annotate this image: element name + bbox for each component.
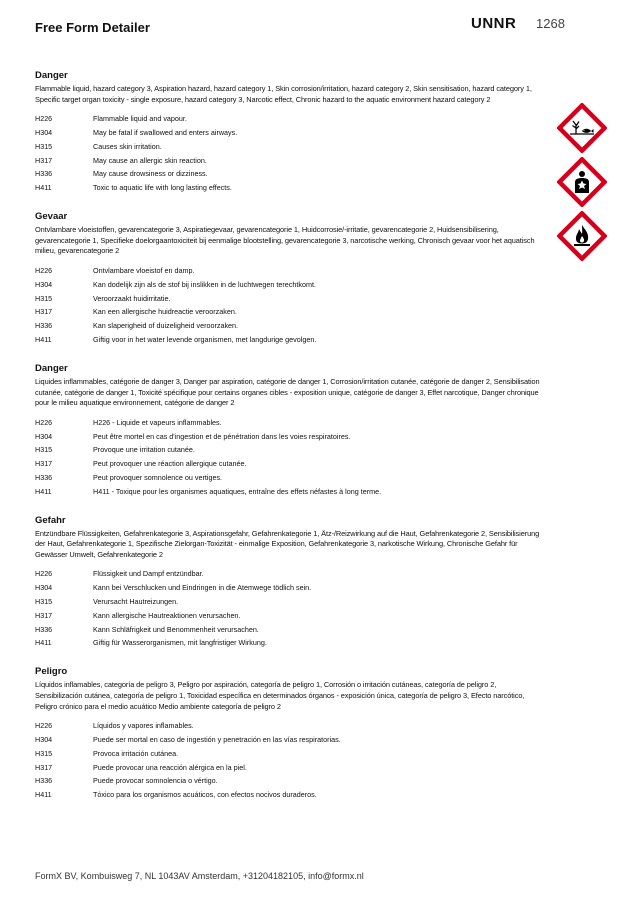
hazard-statement-text: Kan dodelijk zijn als de stof bij inslikken in de luchtwegen terechtkomt. <box>93 279 316 289</box>
hazard-statement-text: Flammable liquid and vapour. <box>93 114 187 124</box>
hazard-section <box>35 363 540 497</box>
signal-word-heading: Danger <box>35 70 68 81</box>
hazard-statement-text: Flüssigkeit und Dampf entzündbar. <box>93 569 204 579</box>
hazard-statement-row <box>35 625 540 635</box>
hazard-statement-text: Puede ser mortal en caso de ingestión y penetración en las vías respiratorias. <box>93 735 341 745</box>
hazard-statement-row <box>35 597 540 607</box>
hazard-statement-text: H226 - Liquide et vapeurs inflammables. <box>93 417 222 427</box>
hazard-classification-text: Líquidos inflamables, categoría de peligro 3, Peligro por aspiración, categoría de peligro 1, Corrosión o irritación cutáneas, categoría de peligro 2, Sensibilización cutánea, categoría de peligro 1, Toxicidad específica en determinados órganos - exposición única, categoría de peligro 3, Efecto narcótico, Peligro crónico para el medio acuático Medio ambiente categoría de peligro 2 <box>35 680 525 711</box>
hazard-code: H226 <box>35 417 53 427</box>
hazard-code: H317 <box>35 610 53 620</box>
hazard-code: H315 <box>35 141 53 151</box>
hazard-statement-text: May be fatal if swallowed and enters airways. <box>93 127 238 137</box>
hazard-statement-row <box>35 611 540 621</box>
hazard-statement-row <box>35 169 540 179</box>
hazard-statement-row <box>35 294 540 304</box>
hazard-code: H336 <box>35 776 53 786</box>
hazard-statement-row <box>35 749 540 759</box>
hazard-statement-row <box>35 763 540 773</box>
hazard-statement-text: Kann allergische Hautreaktionen verursachen. <box>93 610 241 620</box>
hazard-statement-text: Ontvlambare vloeistof en damp. <box>93 265 195 275</box>
hazard-code: H411 <box>35 334 52 344</box>
hazard-statement-text: Veroorzaakt huidirritatie. <box>93 293 171 303</box>
hazard-code: H315 <box>35 597 53 607</box>
hazard-code: H336 <box>35 624 53 634</box>
hazard-code: H336 <box>35 472 53 482</box>
hazard-statement-row <box>35 142 540 152</box>
hazard-classification-text: Ontvlambare vloeistoffen, gevarencategorie 3, Aspiratiegevaar, gevarencategorie 1, Huidcorrosie/-irritatie, gevarencategorie 2, Huidsensibilisering, gevarencategorie 1, Specifieke doelorgaantoxiciteit bij eenmalige blootstelling, gevarencategorie 3, narcotische werking, Chronisch gevaar voor het aquatisch milieu, gevarencategorie 2 <box>35 225 535 256</box>
hazard-code: H226 <box>35 569 53 579</box>
hazard-statement-row <box>35 335 540 345</box>
hazard-section <box>35 515 540 649</box>
hazard-statement-text: Toxic to aquatic life with long lasting effects. <box>93 183 232 193</box>
hazard-statement-text: H411 - Toxique pour les organismes aquatiques, entraîne des effets néfastes à long terme. <box>93 486 382 496</box>
ghs-pictograms <box>557 103 607 265</box>
hazard-statement-text: Provoca irritación cutánea. <box>93 748 179 758</box>
hazard-statement-row <box>35 473 540 483</box>
hazard-statement-row <box>35 183 540 193</box>
hazard-statement-row <box>35 432 540 442</box>
hazard-statement-row <box>35 418 540 428</box>
hazard-section <box>35 211 540 345</box>
page-header <box>0 0 640 50</box>
hazard-code: H315 <box>35 445 53 455</box>
hazard-statement-text: Peut provoquer une réaction allergique cutanée. <box>93 459 247 469</box>
hazard-code: H336 <box>35 321 53 331</box>
hazard-statement-text: Puede provocar una reacción alérgica en la piel. <box>93 762 247 772</box>
ghs02-flame-icon <box>557 211 607 261</box>
hazard-statement-row <box>35 307 540 317</box>
hazard-statement-row <box>35 487 540 497</box>
hazard-statement-text: Puede provocar somnolencia o vértigo. <box>93 776 218 786</box>
hazard-code: H304 <box>35 583 53 593</box>
hazard-statement-text: Kan slaperigheid of duizeligheid veroorzaken. <box>93 321 239 331</box>
hazard-code: H411 <box>35 183 52 193</box>
hazard-code: H315 <box>35 748 53 758</box>
hazard-code: H304 <box>35 735 53 745</box>
hazard-statement-row <box>35 156 540 166</box>
hazard-statement-row <box>35 280 540 290</box>
ghs08-health-hazard-icon <box>557 157 607 207</box>
hazard-code: H317 <box>35 155 53 165</box>
document-title: Free Form Detailer <box>35 20 150 35</box>
hazard-statement-row <box>35 128 540 138</box>
hazard-classification-text: Flammable liquid, hazard category 3, Aspiration hazard, hazard category 1, Skin corrosion/irritation, hazard category 2, Skin sensitisation, hazard category 1, Specific target organ toxicity - single exposure, hazard category 3, Narcotic effect, Chronic hazard to the aquatic environment hazard category 2 <box>35 84 532 104</box>
hazard-code: H226 <box>35 721 53 731</box>
hazard-code: H304 <box>35 279 53 289</box>
hazard-statement-text: May cause drowsiness or dizziness. <box>93 169 208 179</box>
hazard-code: H411 <box>35 486 52 496</box>
hazard-section <box>35 70 540 193</box>
hazard-statement-text: Tóxico para los organismos acuáticos, con efectos nocivos duraderos. <box>93 790 317 800</box>
hazard-statement-row <box>35 790 540 800</box>
hazard-statement-text: Giftig voor in het water levende organismen, met langdurige gevolgen. <box>93 334 317 344</box>
hazard-code: H226 <box>35 265 53 275</box>
hazard-statement-text: Giftig für Wasserorganismen, mit langfristiger Wirkung. <box>93 638 267 648</box>
hazard-statement-row <box>35 459 540 469</box>
hazard-code: H317 <box>35 459 53 469</box>
hazard-code: H304 <box>35 127 53 137</box>
hazard-code: H411 <box>35 790 52 800</box>
hazard-statement-text: May cause an allergic skin reaction. <box>93 155 207 165</box>
hazard-code: H411 <box>35 638 52 648</box>
hazard-statement-text: Kann Schläfrigkeit und Benommenheit verursachen. <box>93 624 259 634</box>
hazard-code: H226 <box>35 114 53 124</box>
hazard-statement-row <box>35 735 540 745</box>
un-number-value: 1268 <box>536 16 565 31</box>
hazard-statement-row <box>35 583 540 593</box>
hazard-statement-row <box>35 569 540 579</box>
hazard-classification-text: Liquides inflammables, catégorie de danger 3, Danger par aspiration, catégorie de danger 1, Corrosion/irritation cutanée, catégorie de danger 2, Sensibilisation cutanée, catégorie de danger 1, Toxicité spécifique pour certains organes cibles - exposition unique, catégorie de danger 3, Effet narcotique, Danger chronique pour le milieu aquatique environnement, catégorie de danger 2 <box>35 376 540 408</box>
hazard-code: H315 <box>35 293 53 303</box>
hazard-statement-text: Peut provoquer somnolence ou vertiges. <box>93 472 223 482</box>
hazard-statement-text: Peut être mortel en cas d'ingestion et de pénétration dans les voies respiratoires. <box>93 431 351 441</box>
hazard-statement-text: Líquidos y vapores inflamables. <box>93 721 194 731</box>
hazard-statement-text: Kan een allergische huidreactie veroorzaken. <box>93 307 237 317</box>
hazard-code: H304 <box>35 431 53 441</box>
hazard-content <box>35 70 540 818</box>
hazard-section <box>35 666 540 800</box>
hazard-code: H336 <box>35 169 53 179</box>
hazard-statement-text: Verursacht Hautreizungen. <box>93 597 179 607</box>
company-footer: FormX BV, Kombuisweg 7, NL 1043AV Amsterdam, +31204182105, info@formx.nl <box>35 871 364 881</box>
hazard-statement-row <box>35 721 540 731</box>
hazard-code: H317 <box>35 762 53 772</box>
hazard-classification-text: Entzündbare Flüssigkeiten, Gefahrenkategorie 3, Aspirationsgefahr, Gefahrenkategorie 1, Ätz-/Reizwirkung auf die Haut, Gefahrenkategorie 2, Sensibilisierung der Haut, Gefahrenkategorie 1, Spezifische Zielorgan-Toxizität - einmalige Exposition, Gefahrenkategorie 3, narkotische Wirkung, Chronische Gefahr für Gewässer Umwelt, Gefahrenkategorie 2 <box>35 528 540 559</box>
hazard-statement-text: Kann bei Verschlucken und Eindringen in die Atemwege tödlich sein. <box>93 583 312 593</box>
ghs09-environment-icon <box>557 103 607 153</box>
signal-word-heading: Gevaar <box>35 211 68 223</box>
hazard-statement-row <box>35 266 540 276</box>
hazard-statement-text: Provoque une irritation cutanée. <box>93 445 195 455</box>
hazard-statement-row <box>35 638 540 648</box>
signal-word-heading: Danger <box>35 362 68 374</box>
hazard-statement-row <box>35 321 540 331</box>
signal-word-heading: Peligro <box>35 666 68 678</box>
hazard-statement-row <box>35 114 540 124</box>
un-number-label: UNNR <box>471 15 517 32</box>
hazard-statement-row <box>35 445 540 455</box>
signal-word-heading: Gefahr <box>35 514 66 526</box>
hazard-statement-text: Causes skin irritation. <box>93 141 162 151</box>
hazard-code: H317 <box>35 307 53 317</box>
hazard-statement-row <box>35 776 540 786</box>
